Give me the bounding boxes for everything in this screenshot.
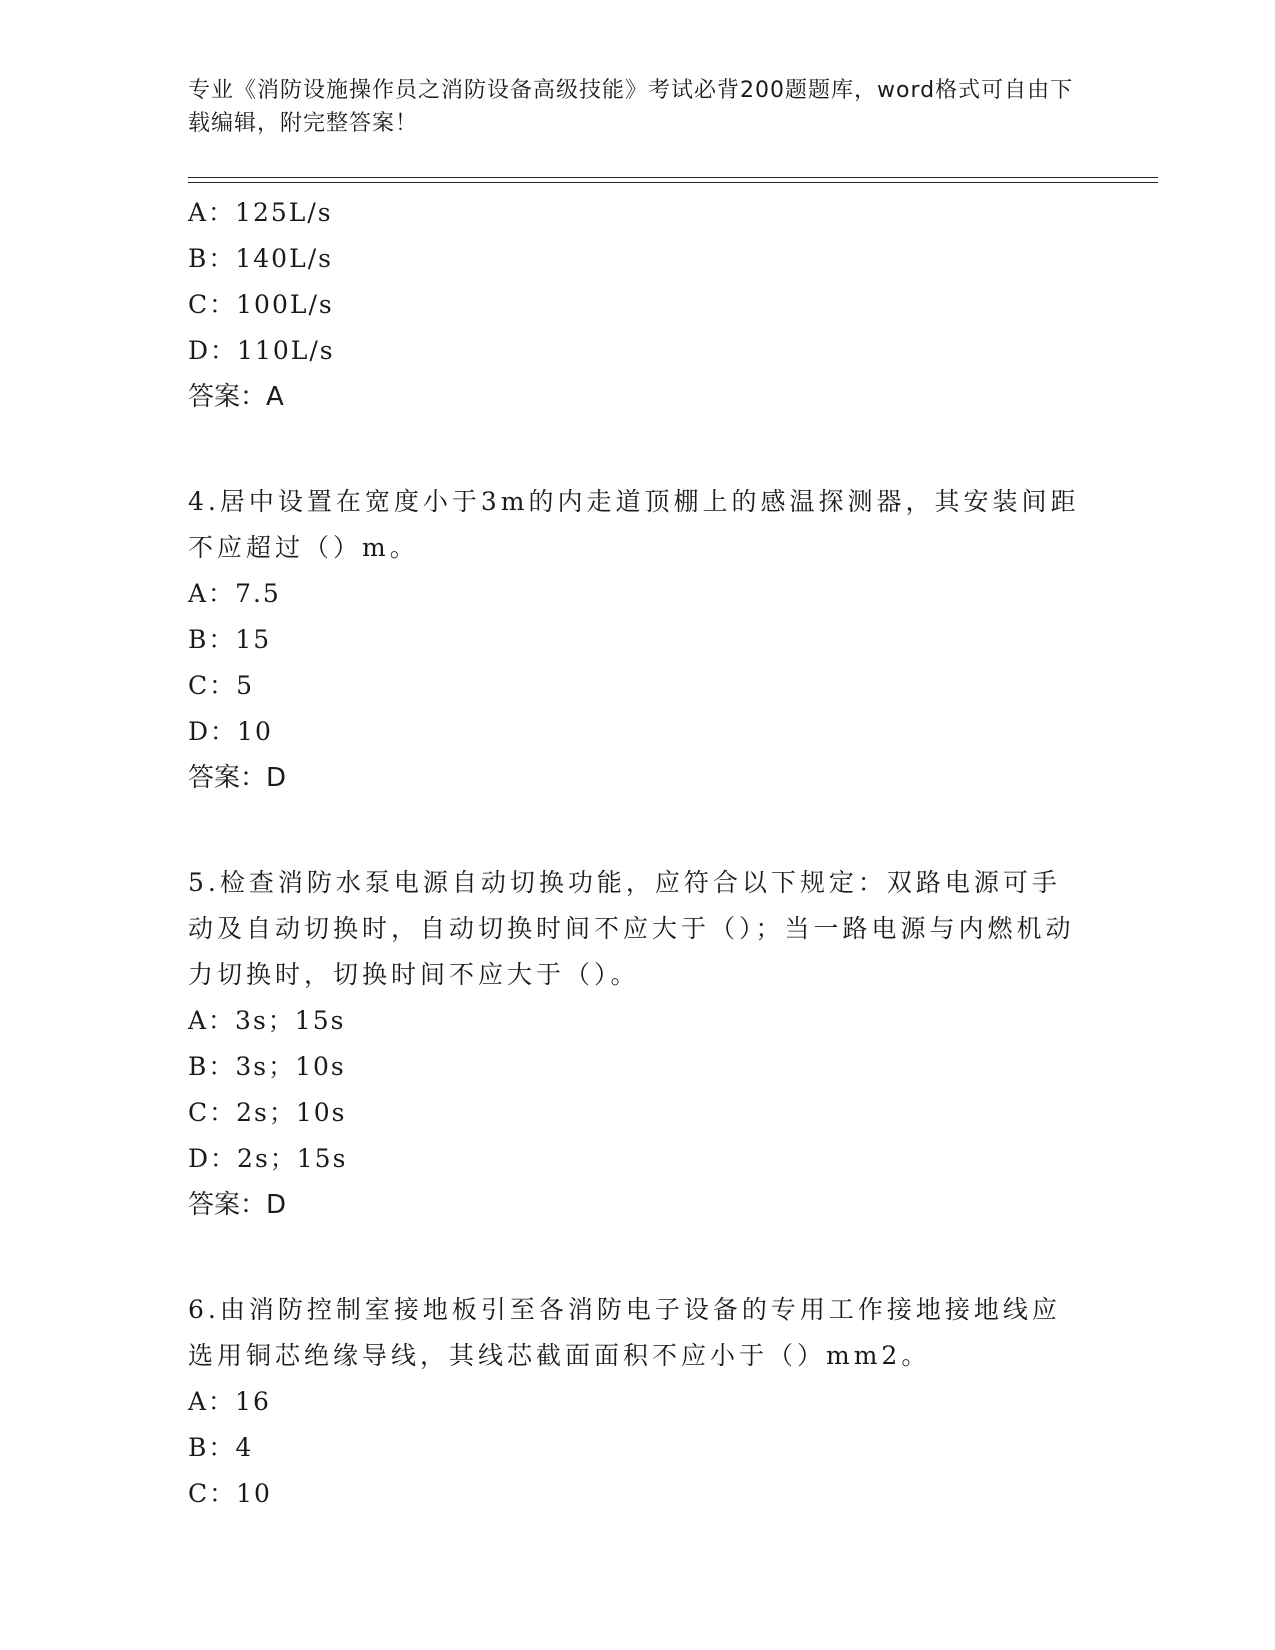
option-a: A：3s；15s	[188, 1006, 346, 1035]
option-d: D：10	[188, 717, 273, 746]
option-b: B：3s；10s	[188, 1052, 346, 1081]
spacer	[188, 1228, 1088, 1287]
option-b: B：140L/s	[188, 244, 333, 273]
option-c: C：100L/s	[188, 290, 334, 319]
option-a: A：7.5	[188, 579, 281, 608]
option-c: C：10	[188, 1479, 272, 1508]
question-text: 6.由消防控制室接地板引至各消防电子设备的专用工作接地接地线应选用铜芯绝缘导线，其线芯截面面积不应小于（）mm2。	[188, 1295, 1061, 1370]
question-3	[188, 190, 1088, 420]
option-b: B：15	[188, 625, 272, 654]
answer: 答案：A	[188, 382, 284, 412]
option-a: A：16	[188, 1387, 271, 1416]
option-d: D：2s；15s	[188, 1144, 348, 1173]
question-6	[188, 1287, 1088, 1517]
document-header: 专业《消防设施操作员之消防设备高级技能》考试必背200题题库，word格式可自由下载编辑，附完整答案！	[188, 78, 1074, 136]
answer: 答案：D	[188, 763, 287, 793]
option-b: B：4	[188, 1433, 254, 1462]
question-text: 4.居中设置在宽度小于3m的内走道顶棚上的感温探测器，其安装间距不应超过（）m。	[188, 487, 1080, 562]
option-d: D：110L/s	[188, 336, 335, 365]
header-rule-bottom	[188, 182, 1158, 183]
option-c: C：2s；10s	[188, 1098, 347, 1127]
question-5	[188, 860, 1088, 1228]
spacer	[188, 420, 1088, 479]
spacer	[188, 801, 1088, 860]
answer: 答案：D	[188, 1190, 287, 1220]
header-rule-top	[188, 177, 1158, 178]
question-list	[188, 190, 1088, 1517]
question-4	[188, 479, 1088, 801]
option-c: C：5	[188, 671, 255, 700]
question-text: 5.检查消防水泵电源自动切换功能，应符合以下规定：双路电源可手动及自动切换时，自动切换时间不应大于（）；当一路电源与内燃机动力切换时，切换时间不应大于（）。	[188, 868, 1075, 989]
option-a: A：125L/s	[188, 198, 333, 227]
